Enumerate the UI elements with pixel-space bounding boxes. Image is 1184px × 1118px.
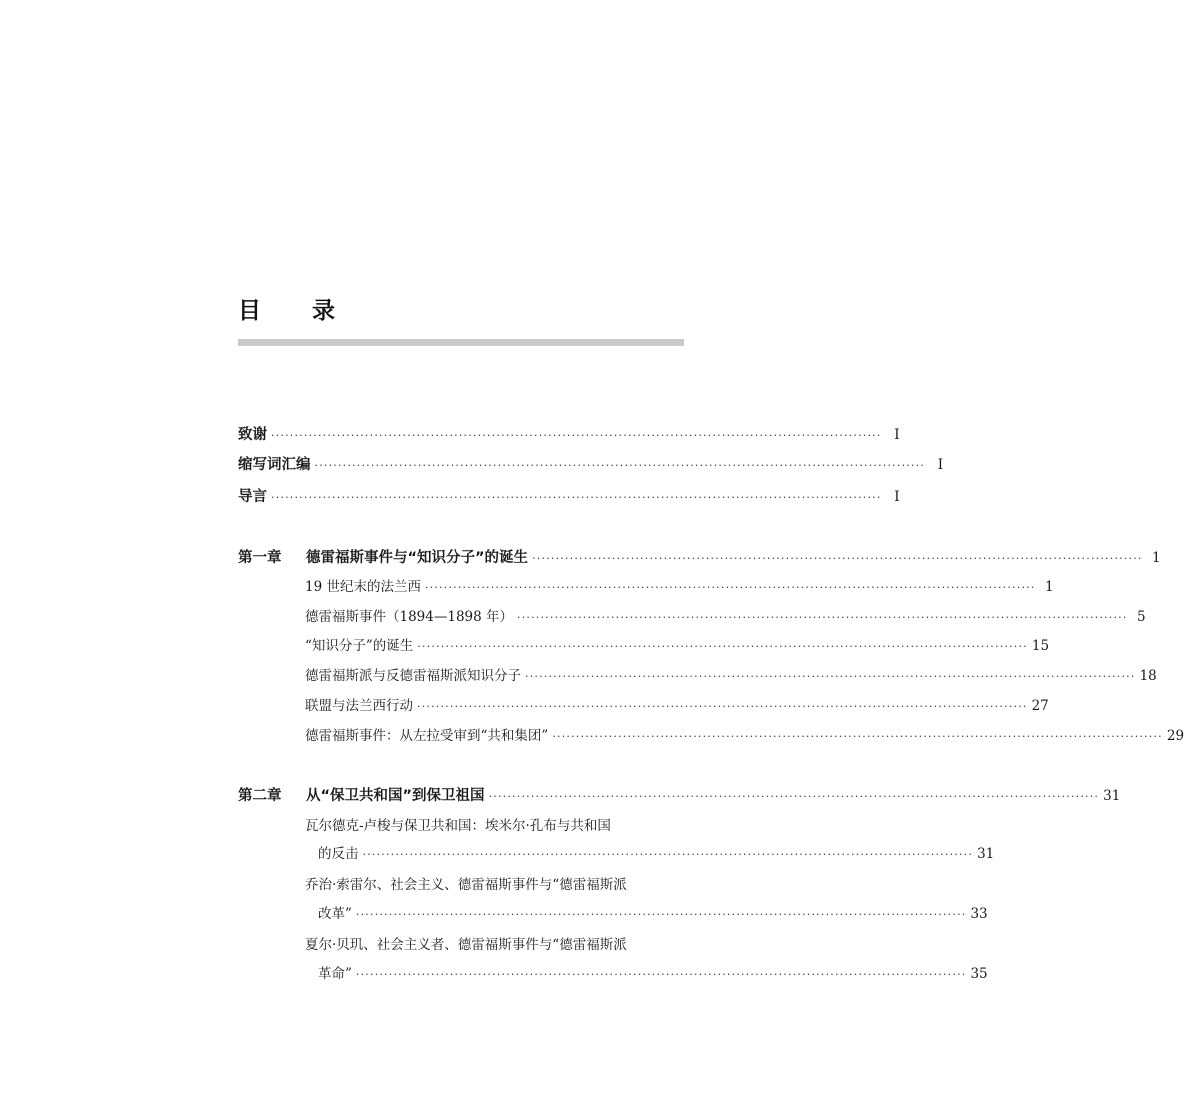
- toc-dot-leader: ··································································································································: [314, 459, 926, 472]
- section-title-line2: 改革”: [318, 906, 352, 922]
- toc-dot-leader: ··································································································································: [525, 670, 1136, 683]
- section-title-line1[interactable]: 夏尔·贝玑、社会主义者、德雷福斯事件与“德雷福斯派: [305, 937, 627, 953]
- toc-entry-introduction[interactable]: [238, 487, 900, 507]
- toc-entry-abbreviations[interactable]: [238, 455, 944, 475]
- chapter-title: 德雷福斯事件与“知识分子”的诞生: [306, 550, 529, 566]
- chapter-number: 第二章: [238, 788, 282, 804]
- chapter-number: 第一章: [238, 550, 282, 566]
- toc-dot-leader: ··································································································································: [417, 700, 1028, 713]
- section-title-line2: 的反击: [318, 846, 359, 862]
- toc-dot-leader: ··································································································································: [517, 611, 1128, 624]
- toc-dot-leader: ··································································································································: [417, 640, 1028, 653]
- section-title-line1[interactable]: 乔治·索雷尔、社会主义、德雷福斯事件与“德雷福斯派: [305, 877, 627, 893]
- section-title-line1[interactable]: 瓦尔德克-卢梭与保卫共和国：埃米尔·孔布与共和国: [305, 818, 611, 834]
- toc-dot-leader: ··································································································································: [271, 429, 882, 442]
- title-rule: [238, 339, 684, 346]
- page-title: 目 录: [238, 298, 349, 324]
- section-title: 联盟与法兰西行动: [305, 698, 413, 714]
- toc-section[interactable]: [305, 577, 1054, 597]
- chapter-heading: [238, 786, 485, 806]
- chapter-heading: [238, 548, 528, 568]
- toc-dot-leader: ··································································································································: [355, 908, 967, 921]
- toc-page-number: 29: [1166, 728, 1184, 744]
- toc-page-number: 35: [970, 966, 988, 982]
- toc-section[interactable]: [305, 636, 1050, 656]
- toc-page-number: 31: [977, 846, 995, 862]
- toc-page-number: 1: [1044, 579, 1054, 595]
- toc-entry-acknowledgements[interactable]: [238, 425, 900, 445]
- toc-page-number: Ⅰ: [894, 427, 900, 443]
- toc-dot-leader: ··································································································································: [424, 581, 1036, 594]
- toc-dot-leader: ··································································································································: [488, 790, 1100, 803]
- section-title: “知识分子”的诞生: [305, 638, 414, 654]
- toc-dot-leader: ··································································································································: [362, 848, 974, 861]
- toc-section[interactable]: [305, 696, 1049, 716]
- section-title: 德雷福斯事件（1894—1898 年）: [305, 609, 514, 625]
- toc-page-number: 15: [1031, 638, 1050, 654]
- toc-section[interactable]: [305, 666, 1157, 686]
- section-title: 德雷福斯事件：从左拉受审到“共和集团”: [305, 728, 549, 744]
- toc-page-number: Ⅰ: [937, 457, 944, 473]
- toc-dot-leader: ··································································································································: [271, 491, 882, 504]
- toc-section[interactable]: [318, 844, 995, 864]
- toc-section[interactable]: [305, 726, 1184, 746]
- section-title: 德雷福斯派与反德雷福斯派知识分子: [305, 668, 521, 684]
- toc-page-number: 27: [1031, 698, 1049, 714]
- toc-dot-leader: ··································································································································: [532, 552, 1143, 565]
- toc-page-number: Ⅰ: [894, 489, 900, 505]
- toc-section[interactable]: [318, 964, 988, 984]
- toc-entry-label: 导言: [238, 489, 267, 505]
- toc-page-number: 18: [1139, 668, 1157, 684]
- toc-dot-leader: ··································································································································: [355, 968, 967, 981]
- chapter-title: 从“保卫共和国”到保卫祖国: [306, 788, 485, 804]
- toc-chapter-1[interactable]: [238, 548, 1161, 568]
- toc-chapter-2[interactable]: [238, 786, 1121, 806]
- toc-section[interactable]: [318, 904, 988, 924]
- toc-page-number: 1: [1152, 550, 1161, 566]
- toc-section[interactable]: [305, 607, 1146, 627]
- toc-dot-leader: ··································································································································: [552, 730, 1163, 743]
- section-title-line2: 革命”: [318, 966, 352, 982]
- toc-entry-label: 致谢: [238, 427, 267, 443]
- toc-page-number: 33: [970, 906, 988, 922]
- toc-entry-label: 缩写词汇编: [238, 457, 311, 473]
- toc-page-number: 31: [1103, 788, 1121, 804]
- toc-page-number: 5: [1136, 609, 1146, 625]
- section-title: 19 世纪末的法兰西: [305, 579, 421, 595]
